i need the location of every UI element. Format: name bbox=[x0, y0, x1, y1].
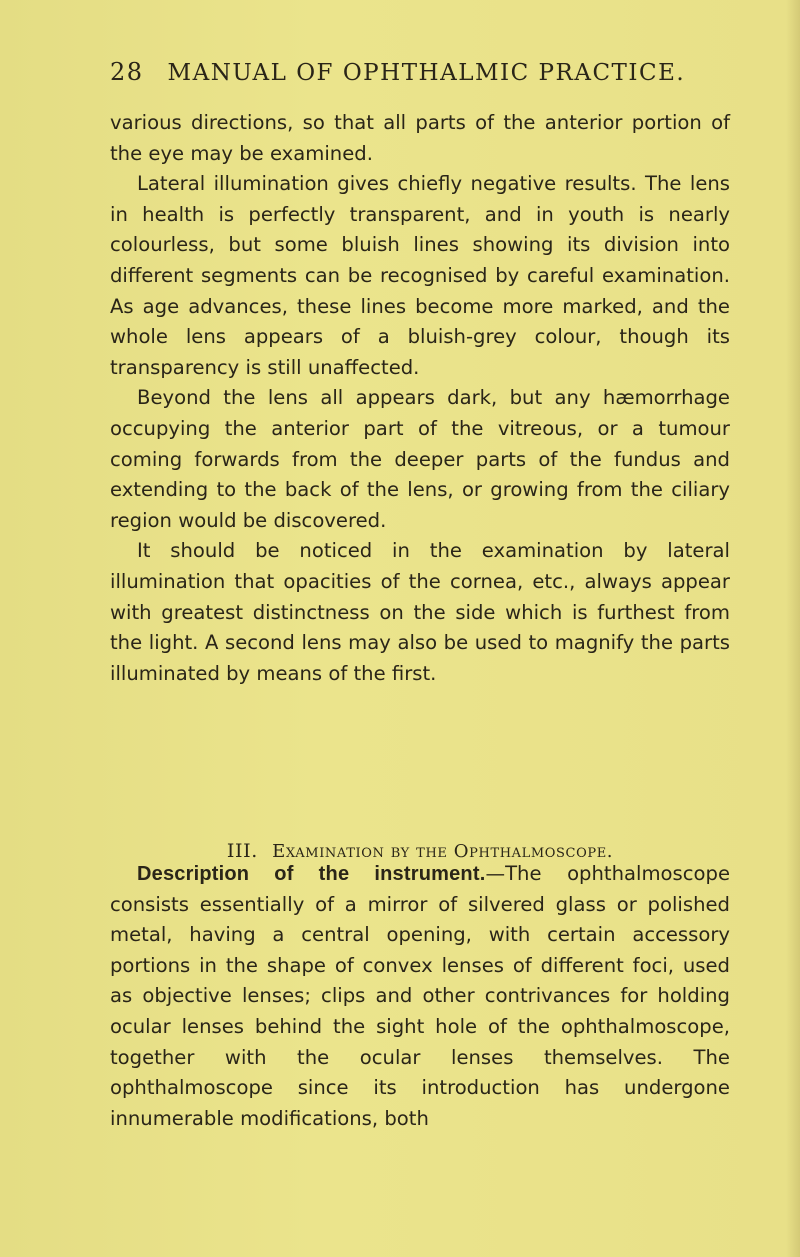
running-title: MANUAL OF OPHTHALMIC PRACTICE. bbox=[167, 60, 686, 86]
page-number: 28 bbox=[110, 58, 144, 86]
page-edge-shadow bbox=[786, 0, 800, 1257]
description-section bbox=[110, 859, 730, 1134]
paragraph: Beyond the lens all appears dark, but any hæmorrhage occupying the anterior part of the vitreous, or a tumour coming forwards from the deeper parts of the fundus and extending to the back of the lens, or growing from the ciliary region would be discovered. bbox=[110, 386, 730, 532]
paragraph: It should be noticed in the examination by lateral illumination that opacities of the cornea, etc., always appear with greatest distinctness on the side which is furthest from the light. A second lens may also be used to magnify the parts illuminated by means of the first. bbox=[110, 539, 730, 685]
paragraph: Lateral illumination gives chiefly negative results. The lens in health is perfectly transparent, and in youth is nearly colourless, but some bluish lines showing its division into different segments can be recognised by careful examination. As age advances, these lines become more marked, and the whole lens appears of a bluish-grey colour, though its transparency is still unaffected. bbox=[110, 172, 730, 379]
description-lead: Description of the instrument. bbox=[137, 863, 486, 885]
body-text bbox=[110, 108, 730, 689]
running-header bbox=[110, 58, 710, 86]
section-number: III. bbox=[226, 840, 258, 862]
paragraph bbox=[110, 859, 730, 1134]
section-title: Examination by the Ophthalmoscope. bbox=[272, 841, 614, 862]
paragraph: various directions, so that all parts of the anterior portion of the eye may be examined. bbox=[110, 111, 730, 165]
description-text: —The ophthalmoscope consists essentially of a mirror of silvered glass or polished metal, having a central opening, with certain accessory portions in the shape of convex lenses of different foci, used as objective lenses; clips and other contrivances for holding ocular lenses behind the sight hole of the ophthalmoscope, together with the ocular lenses themselves. The ophthalmoscope since its introduction has undergone innumerable modifications, both bbox=[110, 862, 730, 1130]
